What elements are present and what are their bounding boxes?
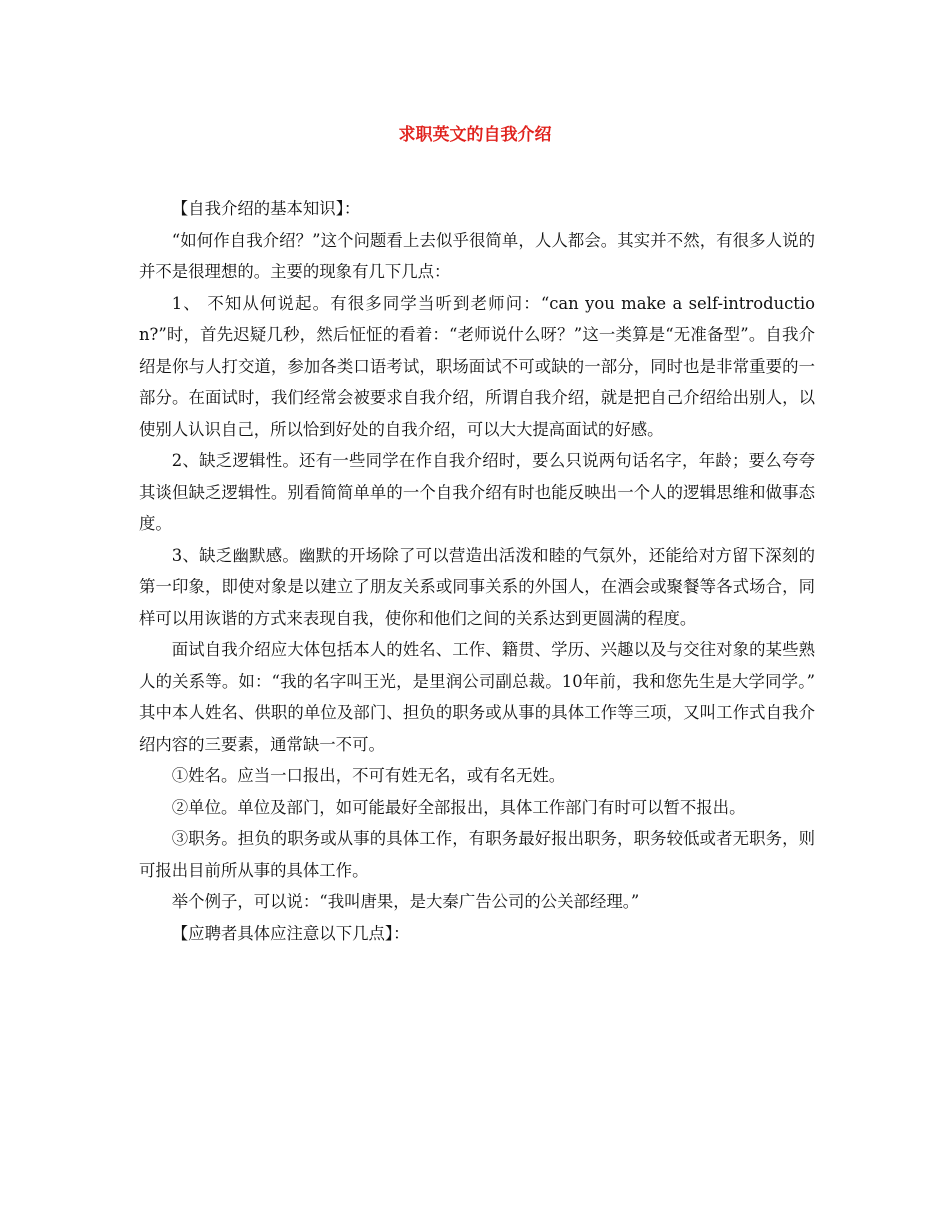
paragraph-basic-knowledge-heading: 【自我介绍的基本知识】： [171, 199, 361, 218]
paragraph-intro-question: “如何作自我介绍？”这个问题看上去似乎很简单，人人都会。其实并不然，有很多人说的并不是很理想的。主要的现象有几下几点： [139, 230, 815, 281]
document-title: 求职英文的自我介绍 [398, 125, 552, 145]
paragraph-item-unit: ②单位。单位及部门，如可能最好全部报出，具体工作部门有时可以暂不报出。 [171, 797, 746, 817]
paragraph-item-position: ③职务。担负的职务或从事的具体工作，有职务最好报出职务，职务较低或者无职务，则可报出目前所从事的具体工作。 [139, 829, 815, 880]
paragraph-point-3: 3、缺乏幽默感。幽默的开场除了可以营造出活泼和睦的气氛外，还能给对方留下深刻的第一印象，即使对象是以建立了朋友关系或同事关系的外国人，在酒会或聚餐等各式场合，同样可以用诙谐的方式来表现自我，使你和他们之间的关系达到更圆满的程度。 [139, 545, 815, 628]
paragraph-point-1: 1、 不知从何说起。有很多同学当听到老师问：“can you make a self-introduction?”时，首先迟疑几秒，然后怔怔的看着：“老师说什么呀？”这一类算是“无准备型”。自我介绍是你与人打交道，参加各类口语考试，职场面试不可或缺的一部分，同时也是非常重要的一部分。在面试时，我们经常会被要求自我介绍，所谓自我介绍，就是把自己介绍给出别人，以使别人认识自己，所以恰到好处的自我介绍，可以大大提高面试的好感。 [139, 293, 815, 439]
paragraph-point-2: 2、缺乏逻辑性。还有一些同学在作自我介绍时，要么只说两句话名字，年龄；要么夸夸其谈但缺乏逻辑性。别看简简单单的一个自我介绍有时也能反映出一个人的逻辑思维和做事态度。 [139, 451, 815, 533]
paragraph-example: 举个例子，可以说：“我叫唐果，是大秦广告公司的公关部经理。” [171, 892, 640, 911]
paragraph-item-name: ①姓名。应当一口报出，不可有姓无名，或有名无姓。 [171, 766, 566, 785]
paragraph-interview-content: 面试自我介绍应大体包括本人的姓名、工作、籍贯、学历、兴趣以及与交往对象的某些熟人的关系等。如：“我的名字叫王光，是里润公司副总裁。10年前，我和您先生是大学同学。” 其中本人姓名、供职的单位及部门、担负的职务或从事的具体工作等三项，又叫工作式自我介绍内容的三要素，通常缺一不可。 [139, 640, 815, 754]
document-body [139, 193, 815, 949]
paragraph-applicant-heading: 【应聘者具体应注意以下几点】： [171, 923, 410, 943]
